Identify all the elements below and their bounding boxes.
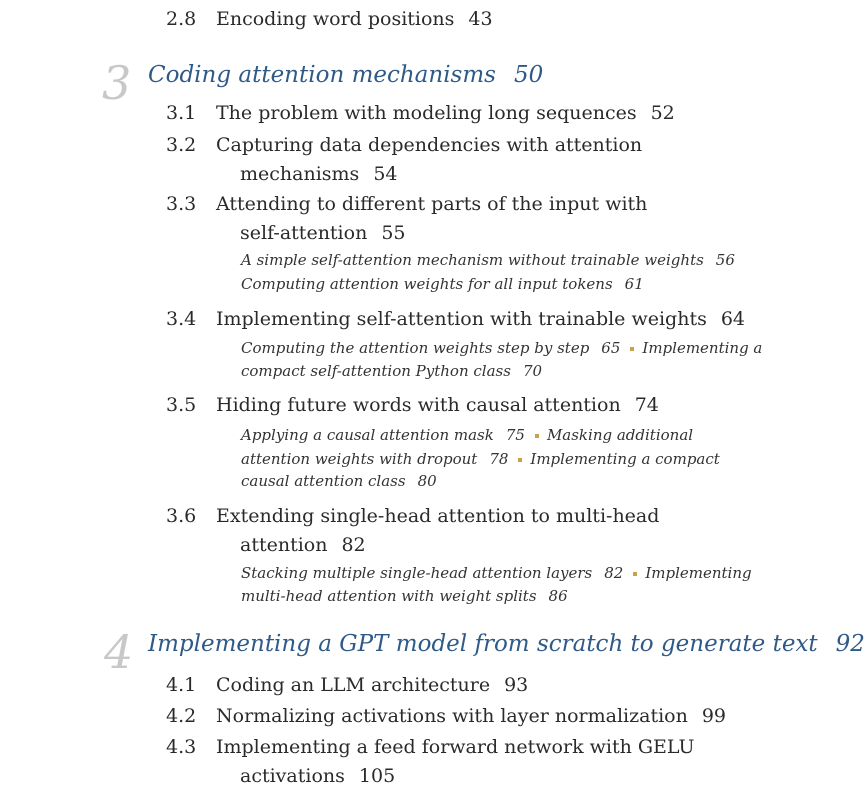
page-number: 93 [504, 674, 529, 696]
subsection-3-6-1[interactable]: Stacking multiple single-head attention layers 82 Implementing [241, 564, 752, 582]
page-number: 43 [468, 8, 493, 30]
toc-entry-3-6[interactable] [166, 504, 659, 528]
chapter-number: 4 [104, 625, 134, 679]
section-title-line2: activations [240, 765, 345, 787]
section-title: Encoding word positions [216, 8, 455, 30]
section-number: 3.3 [166, 193, 197, 215]
section-title-line1: Attending to different parts of the input with [216, 193, 648, 215]
toc-entry-2-8[interactable] [166, 7, 493, 31]
section-number: 3.2 [166, 134, 197, 156]
section-number: 3.4 [166, 308, 197, 330]
section-title-line1: Extending single-head attention to multi-head [216, 505, 660, 527]
section-number: 4.2 [166, 705, 197, 727]
section-title: The problem with modeling long sequences [216, 102, 637, 124]
subsection-3-6-2[interactable]: multi-head attention with weight splits 86 [241, 587, 568, 605]
bullet-separator [535, 434, 539, 438]
page-number: 64 [720, 308, 746, 330]
section-title-line2: mechanisms [240, 163, 360, 185]
subsection-3-3-2[interactable]: Computing attention weights for all input tokens 61 [241, 275, 644, 293]
subsection-3-3-1[interactable]: A simple self-attention mechanism without trainable weights 56 [241, 251, 735, 269]
bullet-separator [518, 458, 522, 462]
toc-entry-4-3[interactable] [166, 735, 695, 759]
page-number: 52 [650, 102, 675, 124]
section-title-line1: Capturing data dependencies with attention [216, 134, 643, 156]
section-title: Hiding future words with causal attention [216, 394, 621, 416]
bullet-separator [633, 572, 637, 576]
toc-entry-3-1[interactable] [166, 101, 675, 125]
toc-entry-3-5[interactable] [166, 393, 659, 417]
section-title-line2: self-attention [240, 222, 368, 244]
subsection-3-4-2[interactable]: compact self-attention Python class 70 [241, 362, 543, 380]
section-number: 2.8 [166, 8, 197, 30]
section-number: 3.6 [166, 505, 197, 527]
subsection-3-4-1[interactable]: Computing the attention weights step by step 65 Implementing a [241, 339, 763, 357]
chapter-page: 50 [513, 62, 544, 88]
toc-entry-4-1[interactable] [166, 673, 528, 697]
toc-entry-4-2[interactable] [166, 704, 726, 728]
chapter-page: 92 [835, 631, 865, 657]
page-number: 54 [373, 163, 398, 185]
section-title: Implementing self-attention with trainable weights [216, 308, 707, 330]
section-title: Normalizing activations with layer normalization [216, 705, 688, 727]
section-title-line2: attention [240, 534, 328, 556]
toc-entry-3-3[interactable] [166, 192, 647, 216]
chapter-title: Implementing a GPT model from scratch to generate text 92 [148, 631, 865, 657]
chapter-title: Coding attention mechanisms 50 [148, 62, 544, 88]
section-number: 4.1 [166, 674, 197, 696]
section-number: 3.1 [166, 102, 197, 124]
page-number: 99 [701, 705, 727, 727]
subsection-3-5-2[interactable]: attention weights with dropout 78 Implementing a compact [241, 450, 720, 468]
section-title: Coding an LLM architecture [216, 674, 491, 696]
toc-entry-3-4[interactable] [166, 307, 745, 331]
section-number: 3.5 [166, 394, 197, 416]
page-number: 82 [341, 534, 366, 556]
chapter-number: 3 [102, 56, 132, 110]
section-number: 4.3 [166, 736, 197, 758]
bullet-separator [630, 347, 634, 351]
subsection-3-5-3[interactable]: causal attention class 80 [241, 472, 437, 490]
page-number: 105 [358, 765, 396, 787]
page-number: 55 [381, 222, 406, 244]
toc-entry-3-2[interactable] [166, 133, 642, 157]
section-title-line1: Implementing a feed forward network with GELU [216, 736, 695, 758]
page-number: 74 [634, 394, 659, 416]
subsection-3-5-1[interactable]: Applying a causal attention mask 75 Masking additional [241, 426, 694, 444]
